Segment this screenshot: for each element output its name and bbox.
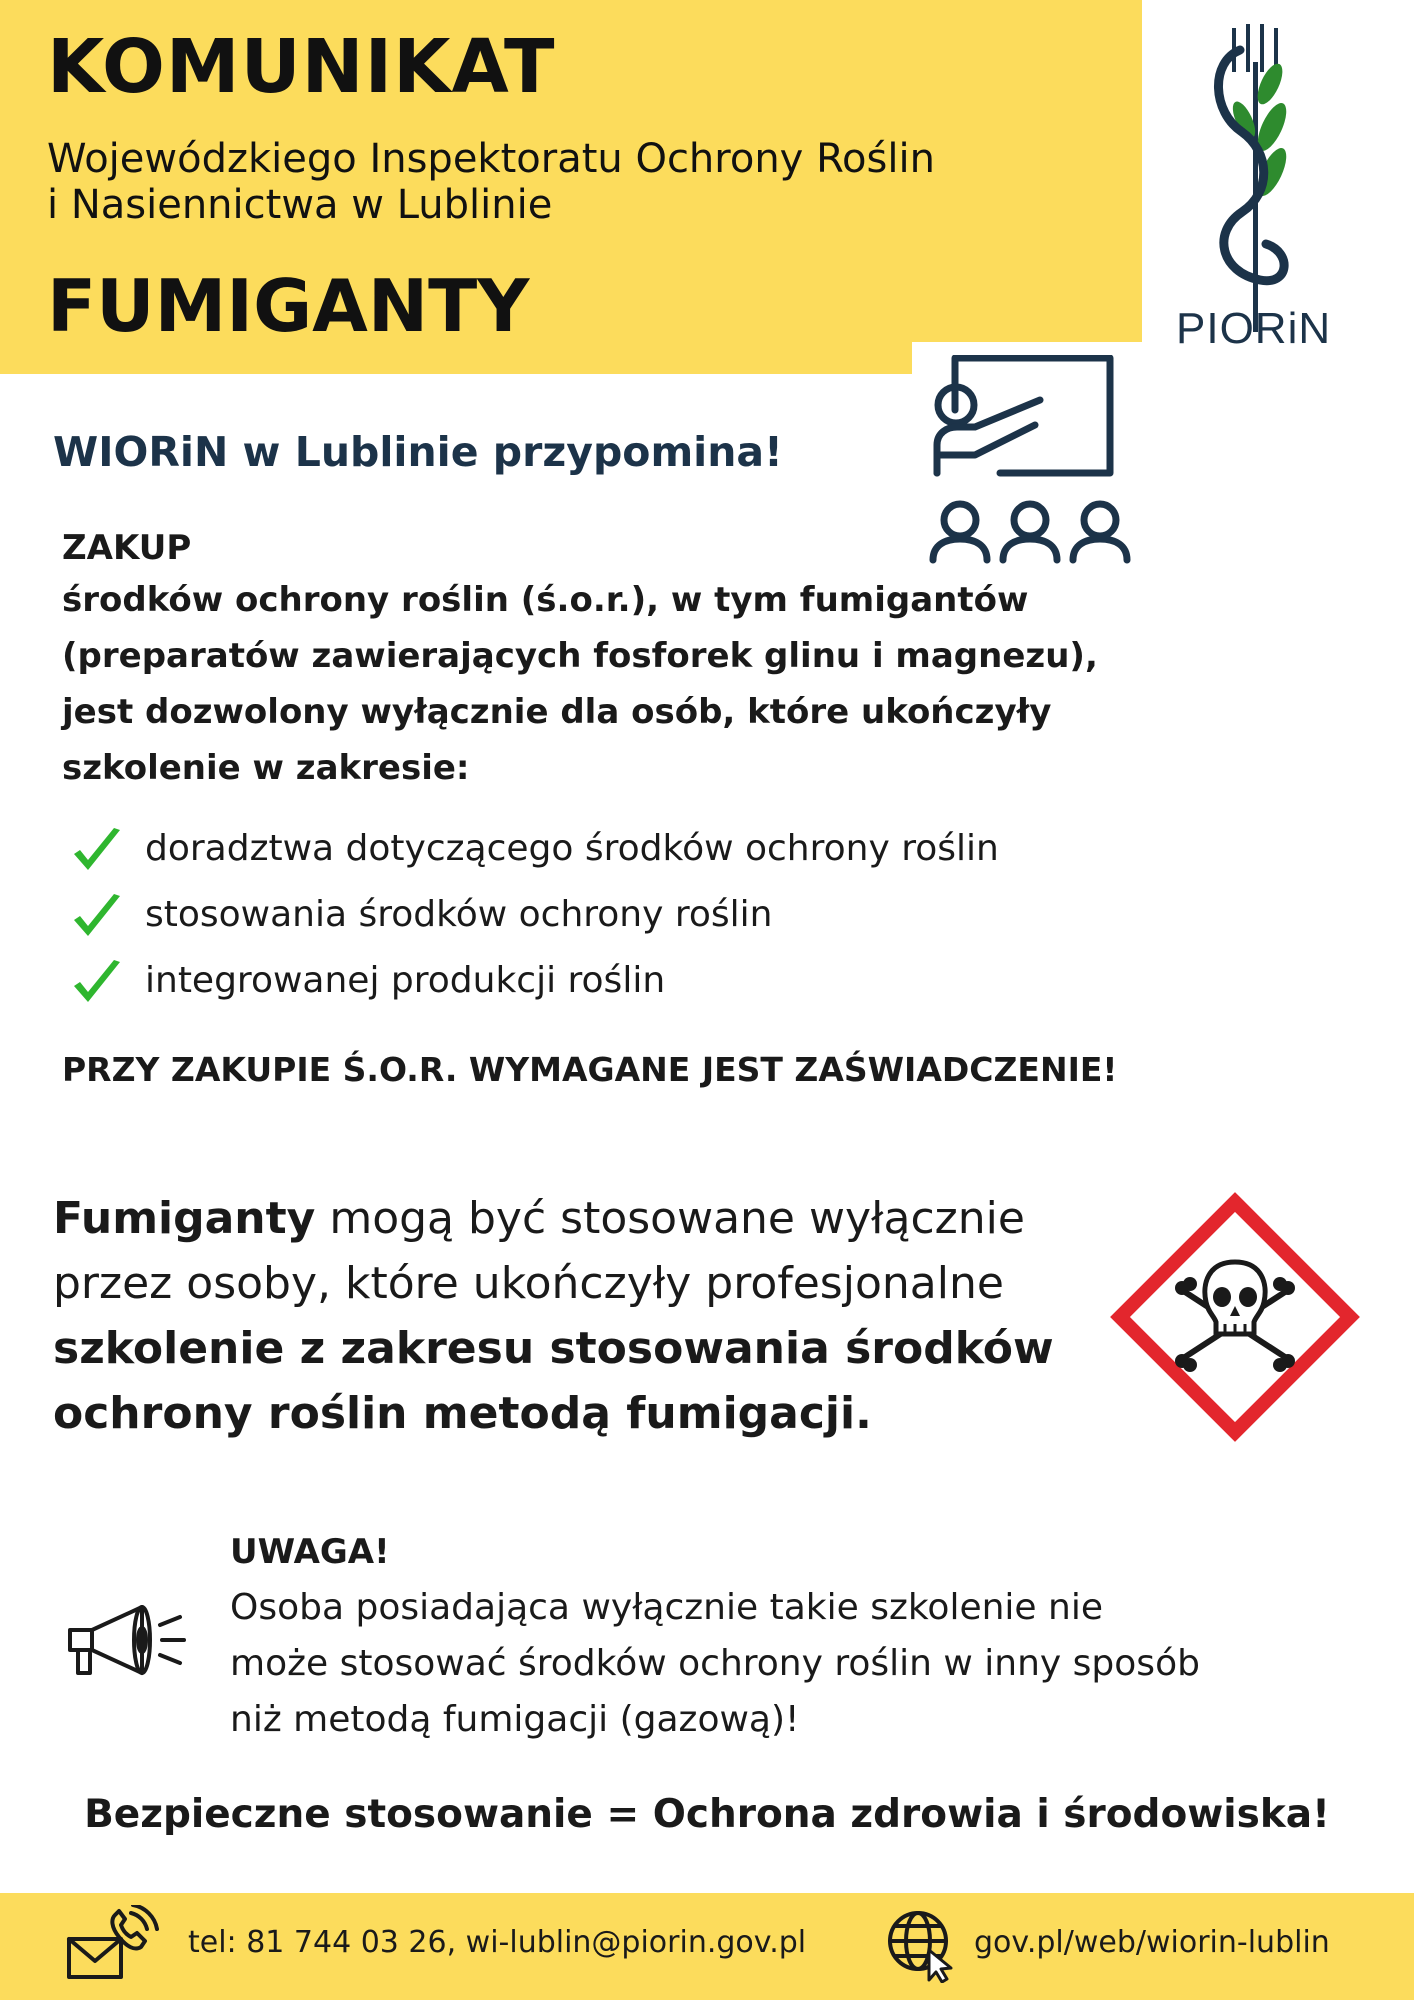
warning-line: może stosować środków ochrony roślin w inny sposób [230, 1643, 1200, 1684]
page-subtitle [47, 136, 1107, 228]
purchase-label: ZAKUP [62, 528, 192, 568]
fumigants-bold-start: Fumiganty [53, 1193, 316, 1244]
slogan: Bezpieczne stosowanie = Ochrona zdrowia i środowiska! [84, 1792, 1330, 1837]
training-list-label: doradztwa dotyczącego środków ochrony roślin [145, 828, 999, 869]
website-link[interactable]: gov.pl/web/wiorin-lublin [974, 1925, 1330, 1960]
skull-hazard-icon [1110, 1192, 1360, 1442]
subtitle-line: i Nasiennictwa w Lublinie [47, 182, 553, 228]
warning-label: UWAGA! [230, 1532, 390, 1572]
warning-line: niż metodą fumigacji (gazową)! [230, 1699, 800, 1740]
subtitle-line: Wojewódzkiego Inspektoratu Ochrony Roślin [47, 136, 935, 182]
checkmark-icon [70, 956, 124, 1010]
contact-info: tel: 81 744 03 26, wi-lublin@piorin.gov.pl [188, 1925, 807, 1960]
purchase-line: środków ochrony roślin (ś.o.r.), w tym fumigantów [62, 580, 1029, 620]
checkmark-icon [70, 824, 124, 878]
training-list-label: integrowanej produkcji roślin [145, 960, 666, 1001]
purchase-text [62, 572, 1262, 796]
purchase-line: (preparatów zawierających fosforek glinu i magnezu), [62, 636, 1098, 676]
checkmark-icon [70, 890, 124, 944]
training-list-label: stosowania środków ochrony roślin [145, 894, 773, 935]
reminder-heading: WIORiN w Lublinie przypomina! [53, 428, 783, 476]
page-title: KOMUNIKAT [47, 24, 556, 110]
warning-line: Osoba posiadająca wyłącznie takie szkolenie nie [230, 1587, 1103, 1628]
certificate-notice: PRZY ZAKUPIE Ś.O.R. WYMAGANE JEST ZAŚWIADCZENIE! [62, 1050, 1118, 1089]
fumigants-normal: mogą być stosowane wyłącznie przez osoby, które ukończyły profesjonalne [53, 1193, 1025, 1309]
training-icon [925, 355, 1135, 565]
warning-text [230, 1580, 1370, 1748]
fumigants-bold-end: szkolenie z zakresu stosowania środków ochrony roślin metodą fumigacji. [53, 1323, 1054, 1439]
globe-icon [885, 1908, 960, 1983]
mail-phone-icon [65, 1905, 165, 1985]
fumigants-paragraph [53, 1186, 1103, 1446]
megaphone-icon [62, 1595, 187, 1685]
purchase-line: jest dozwolony wyłącznie dla osób, które ukończyły [62, 692, 1052, 732]
purchase-line: szkolenie w zakresie: [62, 748, 470, 788]
topic-heading: FUMIGANTY [47, 264, 530, 348]
logo-text: PIORiN [1176, 304, 1332, 353]
